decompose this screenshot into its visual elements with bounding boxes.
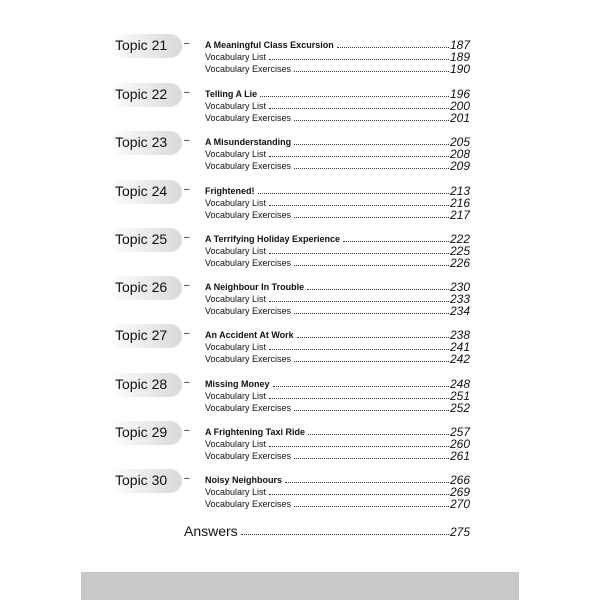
dot-leader (269, 446, 449, 447)
dot-leader (294, 458, 449, 459)
entry-text: Telling A Lie (205, 89, 258, 99)
dot-leader (294, 144, 449, 145)
dot-leader (294, 265, 449, 266)
topic-dash: – (184, 473, 190, 484)
topic-29-section (0, 424, 600, 475)
dot-leader (294, 71, 449, 72)
toc-entry-vocabulary-list[interactable] (205, 245, 470, 257)
topic-26-section (0, 279, 600, 330)
entry-text: A Terrifying Holiday Experience (205, 234, 341, 244)
page-number: 209 (449, 159, 470, 173)
entry-text: Vocabulary Exercises (205, 499, 292, 509)
page-number: 225 (449, 244, 470, 258)
topic-label: Topic 29 (115, 424, 168, 440)
topic-27-section (0, 327, 600, 378)
page-number: 230 (449, 280, 470, 294)
dot-leader (260, 96, 449, 97)
toc-entry-title[interactable] (205, 426, 470, 438)
topic-dash: – (184, 377, 190, 388)
topic-label: Topic 26 (115, 279, 168, 295)
entry-text: A Frightening Taxi Ride (205, 427, 306, 437)
toc-entry-vocabulary-exercises[interactable] (205, 160, 470, 172)
entry-text: Frightened! (205, 186, 255, 196)
topic-label: Topic 23 (115, 134, 168, 150)
dot-leader (343, 241, 449, 242)
page-number: 266 (449, 473, 470, 487)
dot-leader (294, 506, 449, 507)
entry-text: Vocabulary List (205, 294, 267, 304)
page-number: 190 (449, 62, 470, 76)
page-number: 187 (449, 38, 470, 52)
page-number: 275 (449, 525, 470, 539)
toc-entry-vocabulary-exercises[interactable] (205, 305, 470, 317)
topic-label: Topic 22 (115, 86, 168, 102)
topic-dash: – (184, 87, 190, 98)
entry-text: An Accident At Work (205, 330, 294, 340)
entry-text: Vocabulary Exercises (205, 113, 292, 123)
dot-leader (269, 301, 449, 302)
dot-leader (308, 434, 449, 435)
toc-entry-vocabulary-list[interactable] (205, 390, 470, 402)
toc-entry-vocabulary-exercises[interactable] (205, 257, 470, 269)
toc-entry-title[interactable] (205, 474, 470, 486)
entry-text: Vocabulary Exercises (205, 354, 292, 364)
toc-entry-vocabulary-list[interactable] (205, 341, 470, 353)
page-number: 257 (449, 425, 470, 439)
toc-entry-title[interactable] (205, 88, 470, 100)
dot-leader (337, 47, 449, 48)
entry-text: Vocabulary List (205, 149, 267, 159)
topic-dash: – (184, 328, 190, 339)
entry-text: Vocabulary Exercises (205, 64, 292, 74)
dot-leader (297, 337, 449, 338)
footer-band (81, 572, 519, 600)
toc-entry-vocabulary-exercises[interactable] (205, 450, 470, 462)
page-number: 201 (449, 111, 470, 125)
topic-dash: – (184, 184, 190, 195)
toc-entry-vocabulary-exercises[interactable] (205, 209, 470, 221)
toc-entry-vocabulary-exercises[interactable] (205, 402, 470, 414)
toc-entry-title[interactable] (205, 185, 470, 197)
entry-text: Missing Money (205, 379, 270, 389)
toc-entry-title[interactable] (205, 233, 470, 245)
toc-entry-title[interactable] (205, 136, 470, 148)
page-number: 248 (449, 377, 470, 391)
dot-leader (294, 313, 449, 314)
toc-entry-vocabulary-list[interactable] (205, 100, 470, 112)
dot-leader (307, 289, 449, 290)
toc-entry-vocabulary-list[interactable] (205, 51, 470, 63)
toc-entry-title[interactable] (205, 329, 470, 341)
toc-entry-vocabulary-exercises[interactable] (205, 112, 470, 124)
dot-leader (294, 410, 449, 411)
entry-text: Vocabulary List (205, 391, 267, 401)
dot-leader (294, 361, 449, 362)
answers-label: Answers (184, 523, 238, 539)
page-number: 196 (449, 87, 470, 101)
page-number: 222 (449, 232, 470, 246)
entry-text: Vocabulary Exercises (205, 451, 292, 461)
entry-text: A Misunderstanding (205, 137, 292, 147)
entry-text: Vocabulary List (205, 342, 267, 352)
toc-entry-vocabulary-list[interactable] (205, 438, 470, 450)
page-number: 242 (449, 352, 470, 366)
entry-text: Vocabulary List (205, 198, 267, 208)
entry-text: Noisy Neighbours (205, 475, 283, 485)
page-number: 208 (449, 147, 470, 161)
entry-text: Vocabulary Exercises (205, 161, 292, 171)
page-number: 213 (449, 184, 470, 198)
topic-dash: – (184, 135, 190, 146)
dot-leader (269, 59, 449, 60)
toc-entry-title[interactable] (205, 378, 470, 390)
page-number: 261 (449, 449, 470, 463)
topic-28-section (0, 376, 600, 427)
toc-entry-vocabulary-list[interactable] (205, 148, 470, 160)
dot-leader (294, 168, 449, 169)
toc-entry-vocabulary-list[interactable] (205, 486, 470, 498)
entry-text: Vocabulary List (205, 52, 267, 62)
entry-text: Vocabulary Exercises (205, 403, 292, 413)
dot-leader (273, 386, 449, 387)
entry-text: Vocabulary List (205, 487, 267, 497)
dot-leader (294, 217, 449, 218)
dot-leader (285, 482, 449, 483)
entry-text: A Neighbour In Trouble (205, 282, 305, 292)
page-number: 200 (449, 99, 470, 113)
toc-entry-title[interactable] (205, 281, 470, 293)
entry-text: A Meaningful Class Excursion (205, 40, 334, 50)
toc-entry-vocabulary-list[interactable] (205, 293, 470, 305)
dot-leader (269, 205, 449, 206)
dot-leader (269, 156, 449, 157)
page-number: 252 (449, 401, 470, 415)
dot-leader (258, 193, 449, 194)
topic-dash: – (184, 280, 190, 291)
toc-entry-vocabulary-exercises[interactable] (205, 353, 470, 365)
toc-entry-vocabulary-exercises[interactable] (205, 63, 470, 75)
toc-entry-answers[interactable] (184, 521, 470, 539)
page-number: 269 (449, 485, 470, 499)
dot-leader (269, 253, 449, 254)
dot-leader (269, 494, 449, 495)
topic-dash: – (184, 38, 190, 49)
page-number: 251 (449, 389, 470, 403)
page-number: 241 (449, 340, 470, 354)
topic-dash: – (184, 232, 190, 243)
entry-text: Vocabulary List (205, 439, 267, 449)
entry-text: Vocabulary List (205, 246, 267, 256)
page-number: 216 (449, 196, 470, 210)
topic-label: Topic 24 (115, 183, 168, 199)
page-number: 270 (449, 497, 470, 511)
entry-text: Vocabulary Exercises (205, 306, 292, 316)
page-number: 234 (449, 304, 470, 318)
entry-text: Vocabulary Exercises (205, 210, 292, 220)
dot-leader (294, 120, 449, 121)
page-number: 189 (449, 50, 470, 64)
entry-text: Vocabulary Exercises (205, 258, 292, 268)
page-number: 217 (449, 208, 470, 222)
topic-label: Topic 28 (115, 376, 168, 392)
page-number: 238 (449, 328, 470, 342)
topic-label: Topic 30 (115, 472, 168, 488)
entry-text: Vocabulary List (205, 101, 267, 111)
topic-30-section (0, 472, 600, 523)
page-number: 260 (449, 437, 470, 451)
page-number: 233 (449, 292, 470, 306)
dot-leader (269, 349, 449, 350)
toc-entry-title[interactable] (205, 39, 470, 51)
topic-24-section (0, 183, 600, 234)
topic-25-section (0, 231, 600, 282)
toc-entry-vocabulary-list[interactable] (205, 197, 470, 209)
page-number: 205 (449, 135, 470, 149)
dot-leader (241, 534, 449, 535)
topic-23-section (0, 134, 600, 185)
topic-label: Topic 21 (115, 37, 168, 53)
page-number: 226 (449, 256, 470, 270)
topic-label: Topic 25 (115, 231, 168, 247)
dot-leader (269, 108, 449, 109)
topic-21-section (0, 37, 600, 88)
dot-leader (269, 398, 449, 399)
toc-entry-vocabulary-exercises[interactable] (205, 498, 470, 510)
topic-dash: – (184, 425, 190, 436)
topic-22-section (0, 86, 600, 137)
topic-label: Topic 27 (115, 327, 168, 343)
